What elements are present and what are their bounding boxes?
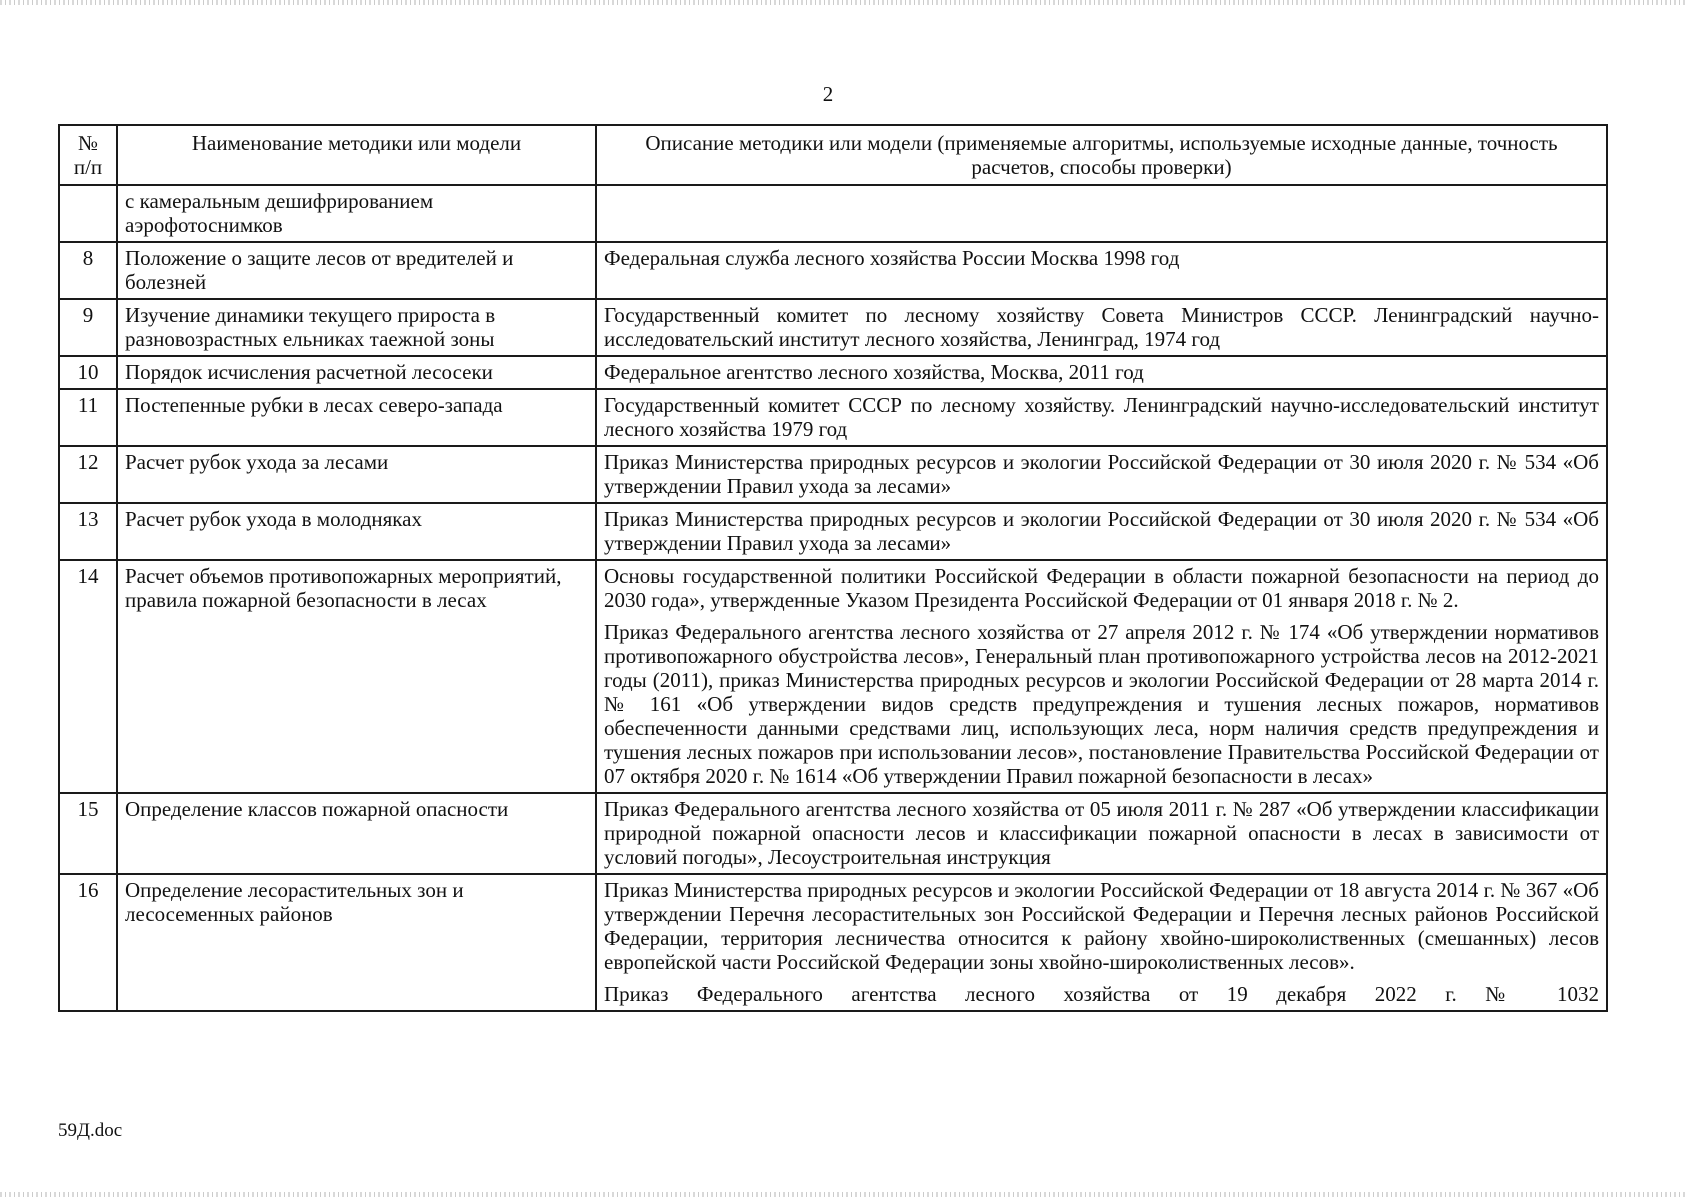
row-desc-paragraph: Приказ Министерства природных ресурсов и экологии Российской Федерации от 18 августа 2014 г. № 367 «Об утверждении Перечня лесорастительных зон Российской Федерации и Перечня лесных районов Российской Федерации, территория лесничества относится к району хвойно-широколиственных (смешанных) лесов европейской части Российской Федерации зоны хвойно-широколиственных лесов». xyxy=(604,878,1599,974)
row-name: Постепенные рубки в лесах северо-запада xyxy=(117,389,596,446)
row-desc xyxy=(596,560,1607,793)
row-desc xyxy=(596,185,1607,242)
row-desc-paragraph: Приказ Федерального агентства лесного хозяйства от 19 декабря 2022 г. № 1032 xyxy=(604,982,1599,1006)
row-name: Порядок исчисления расчетной лесосеки xyxy=(117,356,596,389)
header-desc: Описание методики или модели (применяемые алгоритмы, используемые исходные данные, точность расчетов, способы проверки) xyxy=(596,125,1607,185)
table-row xyxy=(59,446,1607,503)
row-num: 9 xyxy=(59,299,117,356)
row-desc xyxy=(596,389,1607,446)
row-name: с камеральным дешифрированием аэрофотоснимков xyxy=(117,185,596,242)
row-desc-paragraph: Приказ Федерального агентства лесного хозяйства от 27 апреля 2012 г. № 174 «Об утверждении нормативов противопожарного обустройства лесов», Генеральный план противопожарного устройства лесов на 2012-2021 годы (2011), приказ Министерства природных ресурсов и экологии Российской Федерации от 28 марта 2014 г. № 161 «Об утверждении видов средств предупреждения и тушения лесных пожаров, нормативов обеспеченности данными средствами лиц, использующих леса, норм наличия средств предупреждения и тушения лесных пожаров при использовании лесов», постановление Правительства Российской Федерации от 07 октября 2020 г. № 1614 «Об утверждении Правил пожарной безопасности в лесах» xyxy=(604,620,1599,788)
row-name: Расчет рубок ухода за лесами xyxy=(117,446,596,503)
row-desc xyxy=(596,299,1607,356)
row-num: 16 xyxy=(59,874,117,1011)
row-desc xyxy=(596,242,1607,299)
row-desc-paragraph: Приказ Министерства природных ресурсов и экологии Российской Федерации от 30 июля 2020 г. № 534 «Об утверждении Правил ухода за лесами» xyxy=(604,507,1599,555)
row-num xyxy=(59,185,117,242)
row-desc-paragraph: Государственный комитет по лесному хозяйству Совета Министров СССР. Ленинградский научно-исследовательский институт лесного хозяйства, Ленинград, 1974 год xyxy=(604,303,1599,351)
row-name: Определение лесорастительных зон и лесосеменных районов xyxy=(117,874,596,1011)
row-name: Положение о защите лесов от вредителей и болезней xyxy=(117,242,596,299)
row-desc-paragraph: Основы государственной политики Российской Федерации в области пожарной безопасности на период до 2030 года», утвержденные Указом Президента Российской Федерации от 01 января 2018 г. № 2. xyxy=(604,564,1599,612)
methods-table xyxy=(58,124,1608,1012)
row-name: Расчет объемов противопожарных мероприятий, правила пожарной безопасности в лесах xyxy=(117,560,596,793)
row-desc xyxy=(596,446,1607,503)
row-desc-paragraph: Приказ Федерального агентства лесного хозяйства от 05 июля 2011 г. № 287 «Об утверждении классификации природной пожарной опасности лесов и классификации пожарной опасности в лесах в зависимости от условий погоды», Лесоустроительная инструкция xyxy=(604,797,1599,869)
row-num: 15 xyxy=(59,793,117,874)
table-row xyxy=(59,185,1607,242)
row-desc xyxy=(596,503,1607,560)
table-row xyxy=(59,356,1607,389)
row-num: 14 xyxy=(59,560,117,793)
row-name: Определение классов пожарной опасности xyxy=(117,793,596,874)
row-desc xyxy=(596,874,1607,1011)
header-num: № п/п xyxy=(59,125,117,185)
header-name: Наименование методики или модели xyxy=(117,125,596,185)
scan-edge-top xyxy=(0,0,1686,5)
row-desc-paragraph: Государственный комитет СССР по лесному хозяйству. Ленинградский научно-исследовательский институт лесного хозяйства 1979 год xyxy=(604,393,1599,441)
row-num: 12 xyxy=(59,446,117,503)
scan-edge-bottom xyxy=(0,1192,1686,1197)
table-row xyxy=(59,874,1607,1011)
table-header-row xyxy=(59,125,1607,185)
footer-file-name: 59Д.doc xyxy=(58,1120,123,1141)
table-row xyxy=(59,299,1607,356)
row-num: 13 xyxy=(59,503,117,560)
table-row xyxy=(59,242,1607,299)
table-row xyxy=(59,560,1607,793)
table-row xyxy=(59,389,1607,446)
row-name: Расчет рубок ухода в молодняках xyxy=(117,503,596,560)
row-num: 10 xyxy=(59,356,117,389)
table-row xyxy=(59,503,1607,560)
row-desc xyxy=(596,793,1607,874)
table-row xyxy=(59,793,1607,874)
row-desc-paragraph: Федеральное агентство лесного хозяйства, Москва, 2011 год xyxy=(604,360,1144,384)
row-num: 8 xyxy=(59,242,117,299)
row-num: 11 xyxy=(59,389,117,446)
page-number: 2 xyxy=(822,82,834,106)
row-desc-paragraph: Приказ Министерства природных ресурсов и экологии Российской Федерации от 30 июля 2020 г. № 534 «Об утверждении Правил ухода за лесами» xyxy=(604,450,1599,498)
row-desc xyxy=(596,356,1607,389)
row-desc-paragraph: Федеральная служба лесного хозяйства России Москва 1998 год xyxy=(604,246,1180,270)
row-name: Изучение динамики текущего прироста в разновозрастных ельниках таежной зоны xyxy=(117,299,596,356)
